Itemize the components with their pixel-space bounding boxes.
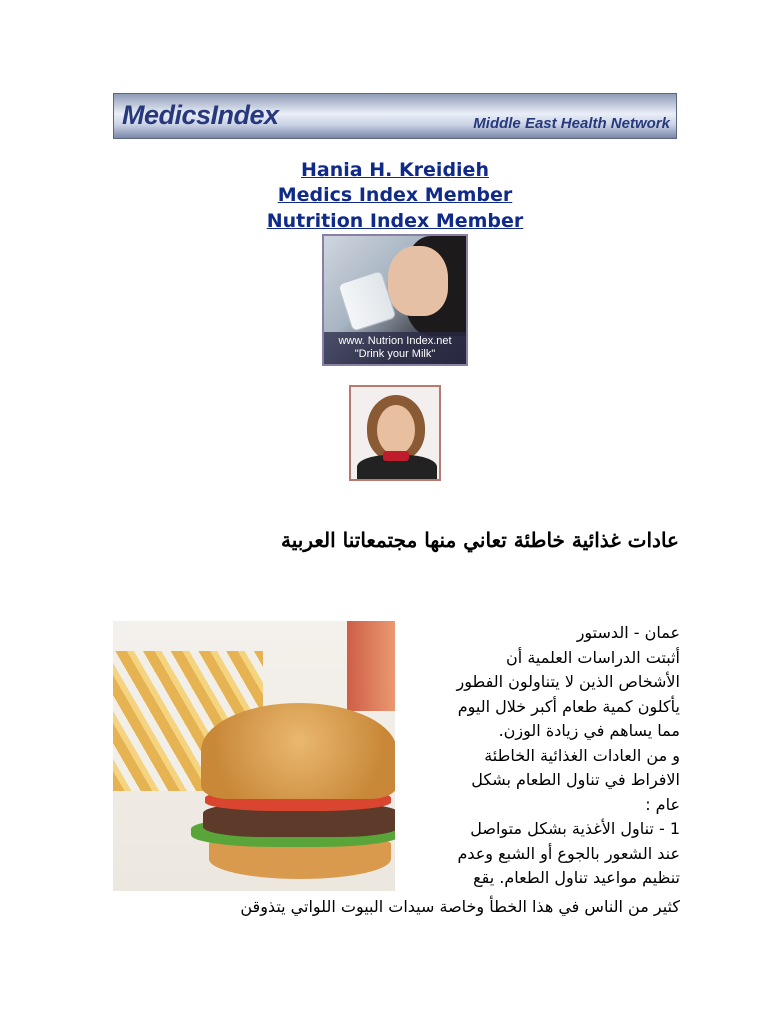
body-line: و من العادات الغذائية الخاطئة: [484, 745, 680, 765]
body-line: عام :: [645, 794, 680, 814]
medicsindex-banner: [113, 93, 677, 139]
milk-caption-slogan: "Drink your Milk": [354, 348, 436, 360]
banner-logo: MedicsIndex: [122, 100, 279, 130]
body-line: مما يساهم في زيادة الوزن.: [498, 721, 680, 740]
drink-milk-image[interactable]: [322, 234, 468, 366]
article-body-last-line: كثير من الناس في هذا الخطأ وخاصة سيدات البيوت اللواتي يتذوقن: [240, 897, 680, 916]
body-line: يأكلون كمية طعام أكبر خلال اليوم: [457, 696, 680, 716]
body-line: الافراط في تناول الطعام بشكل: [471, 770, 680, 789]
body-line: 1 - تناول الأغذية بشكل متواصل: [470, 819, 680, 838]
article-headline: عادات غذائية خاطئة تعاني منها مجتمعاتنا العربية: [281, 528, 679, 552]
body-line: أثبتت الدراسات العلمية أن: [506, 647, 680, 667]
body-line: الأشخاص الذين لا يتناولون الفطور: [456, 672, 680, 691]
body-line: عند الشعور بالجوع أو الشبع وعدم: [457, 843, 680, 863]
author-name-link[interactable]: Hania H. Kreidieh: [301, 159, 489, 181]
milk-image-caption: [324, 332, 466, 364]
milk-caption-url: www. Nutrion Index.net: [338, 335, 452, 347]
burger-fries-image: [113, 621, 395, 891]
nutrition-index-member-link[interactable]: Nutrition Index Member: [266, 210, 524, 232]
medics-index-member-link[interactable]: Medics Index Member: [277, 184, 513, 206]
body-line: تنظيم مواعيد تناول الطعام. يقع: [473, 868, 680, 887]
article-body: [398, 621, 680, 891]
body-line: عمان - الدستور: [576, 623, 680, 642]
banner-network: Middle East Health Network: [473, 115, 670, 132]
author-portrait: [349, 385, 441, 481]
